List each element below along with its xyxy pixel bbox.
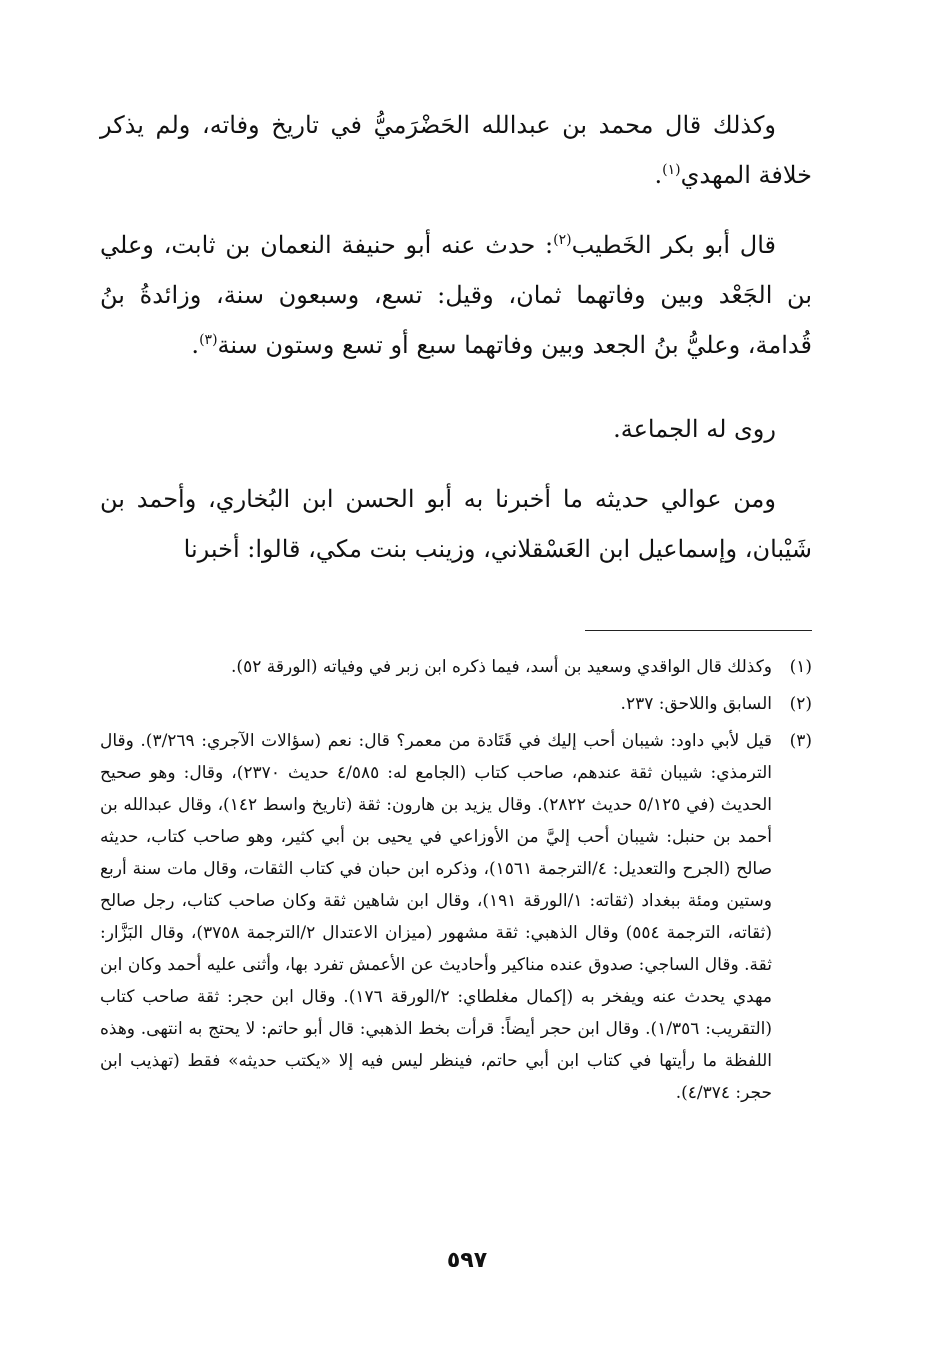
footnotes [100, 651, 812, 1114]
footnote-separator [585, 630, 812, 631]
paragraph-2-end: . [191, 331, 200, 359]
paragraph-3 [100, 404, 812, 454]
footnote-2 [100, 688, 812, 720]
footnote-1-text: وكذلك قال الواقدي وسعيد بن أسد، فيما ذكره ابن زبر في وفياته (الورقة ٥٢). [231, 657, 772, 677]
footnote-3 [100, 725, 812, 1109]
footnote-1 [100, 651, 812, 683]
footnote-3-number: (٣) [789, 731, 812, 751]
main-text [100, 100, 812, 594]
footnote-ref-3[interactable]: (٣) [199, 332, 218, 348]
paragraph-2-text-b: : حدث عنه أبو حنيفة النعمان بن ثابت، وعلي بن الجَعْد وبين وفاتهما ثمان، وقيل: تسع، وسبعون سنة، وزائدةُ بنُ قُدامة، وعليُّ بنُ الجعد وبين وفاتهما سبع أو تسع وستون سنة [100, 231, 812, 359]
paragraph-4 [100, 474, 812, 574]
paragraph-2-text-a: قال أبو بكر الخَطيب [571, 231, 776, 259]
paragraph-2 [100, 220, 812, 370]
footnote-2-text: السابق واللاحق: ٢٣٧. [620, 694, 772, 714]
page-number: ٥٩٧ [446, 1248, 488, 1273]
footnote-ref-1[interactable]: (١) [662, 162, 681, 178]
paragraph-4-text: ومن عوالي حديثه ما أخبرنا به أبو الحسن ابن البُخاري، وأحمد بن شَيْبان، وإسماعيل ابن العَسْقلاني، وزينب بنت مكي، قالوا: أخبرنا [100, 485, 812, 563]
footnote-1-number: (١) [789, 657, 812, 677]
paragraph-1 [100, 100, 812, 200]
footnote-2-number: (٢) [789, 694, 812, 714]
paragraph-3-text: روى له الجماعة. [613, 415, 776, 443]
paragraph-1-text: وكذلك قال محمد بن عبدالله الحَضْرَميُّ في تاريخ وفاته، ولم يذكر خلافة المهدي [100, 111, 812, 189]
footnote-ref-2[interactable]: (٢) [553, 232, 572, 248]
footnote-3-text: قيل لأبي داود: شيبان أحب إليك في قَتَادة من معمر؟ قال: نعم (سؤالات الآجري: ٣/٢٦٩). وقال الترمذي: شيبان ثقة عندهم، صاحب كتاب (الجامع له: ٤/٥٨٥ حديث ٢٣٧٠)، وقال: وهو صحيح الحديث (في ٥/١٢٥ حديث ٢٨٢٢). وقال يزيد بن هارون: ثقة (تاريخ واسط ١٤٢)، وقال عبدالله بن أحمد بن حنبل: شيبان أحب إليَّ من الأوزاعي في يحيى بن أبي كثير، وهو صاحب كتاب، حديثه صالح (الجرح والتعديل: ٤/الترجمة ١٥٦١)، وذكره ابن حبان في كتاب الثقات، وقال مات سنة أربع وستين ومئة ببغداد (ثقاته: ١/الورقة ١٩١)، وقال ابن شاهين ثقة وكان صاحب كتاب، رجل صالح (ثقاته، الترجمة ٥٥٤) وقال الذهبي: ثقة مشهور (ميزان الاعتدال ٢/الترجمة ٣٧٥٨)، وقال البَزَّار: ثقة. وقال الساجي: صدوق عنده مناكير وأحاديث عن الأعمش تفرد بها، وأثنى عليه أحمد وكان ابن مهدي يحدث عنه ويفخر به (إكمال مغلطاي: ٢/الورقة ١٧٦). وقال ابن حجر: ثقة صاحب كتاب (التقريب: ١/٣٥٦). وقال ابن حجر أيضاً: قرأت بخط الذهبي: قال أبو حاتم: لا يحتج به انتهى. وهذه اللفظة ما رأيتها في كتاب ابن أبي حاتم، فينظر ليس فيه إلا «يكتب حديثه» فقط (تهذيب ابن حجر: ٤/٣٧٤). [100, 731, 773, 1103]
paragraph-1-end: . [654, 161, 663, 189]
